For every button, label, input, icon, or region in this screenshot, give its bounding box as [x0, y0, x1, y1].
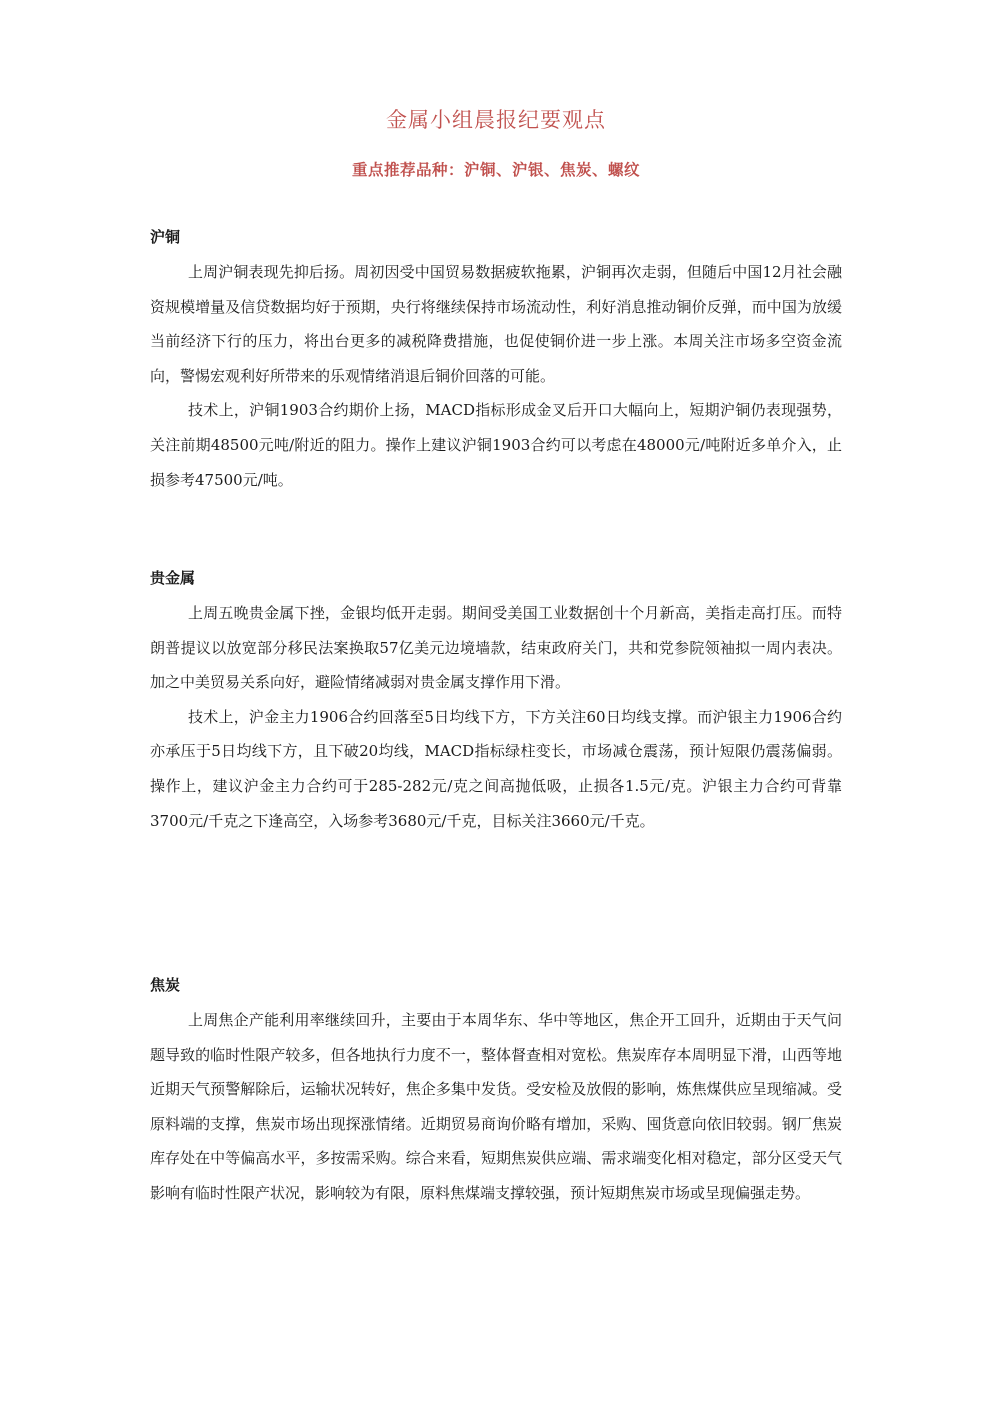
coke-paragraph-fundamentals: 上周焦企产能利用率继续回升，主要由于本周华东、华中等地区，焦企开工回升，近期由于天气问题导致的临时性限产较多，但各地执行力度不一，整体督查相对宽松。焦炭库存本周明显下滑，山西等地近期天气预警解除后，运输状况转好，焦企多集中发货。受安检及放假的影响，炼焦煤供应呈现缩减。受原料端的支撑，焦炭市场出现探涨情绪。近期贸易商询价略有增加，采购、囤货意向依旧较弱。钢厂焦炭库存处在中等偏高水平，多按需采购。综合来看，短期焦炭供应端、需求端变化相对稳定，部分区受天气影响有临时性限产状况，影响较为有限，原料焦煤端支撑较强，预计短期焦炭市场或呈现偏强走势。: [150, 1011, 842, 1202]
precious-paragraph-technical: 技术上，沪金主力1906合约回落至5日均线下方，下方关注60日均线支撑。而沪银主力1906合约亦承压于5日均线下方，且下破20均线，MACD指标绿柱变长，市场减仓震荡，预计短限仍震荡偏弱。操作上，建议沪金主力合约可于285-282元/克之间高抛低吸，止损各1.5元/克。沪银主力合约可背靠3700元/千克之下逢高空，入场参考3680元/千克，目标关注3660元/千克。: [150, 707, 842, 830]
section-heading-precious-metals: 贵金属: [150, 569, 196, 587]
page-title: 金属小组晨报纪要观点: [386, 108, 606, 132]
copper-paragraph-fundamentals: 上周沪铜表现先抑后扬。周初因受中国贸易数据疲软拖累，沪铜再次走弱，但随后中国12月社会融资规模增量及信贷数据均好于预期，央行将继续保持市场流动性，利好消息推动铜价反弹，而中国为放缓当前经济下行的压力，将出台更多的减税降费措施，也促使铜价进一步上涨。本周关注市场多空资金流向，警惕宏观利好所带来的乐观情绪消退后铜价回落的可能。: [150, 263, 842, 385]
page-subtitle: 重点推荐品种：沪铜、沪银、焦炭、螺纹: [351, 161, 640, 179]
section-heading-coke: 焦炭: [150, 976, 181, 994]
section-copper: [150, 225, 842, 497]
section-precious-metals: [150, 566, 842, 838]
copper-paragraph-technical: 技术上，沪铜1903合约期价上扬，MACD指标形成金叉后开口大幅向上，短期沪铜仍表现强势，关注前期48500元吨/附近的阻力。操作上建议沪铜1903合约可以考虑在48000元/吨附近多单介入，止损参考47500元/吨。: [150, 401, 842, 489]
section-heading-copper: 沪铜: [150, 228, 181, 246]
precious-paragraph-fundamentals: 上周五晚贵金属下挫，金银均低开走弱。期间受美国工业数据创十个月新高，美指走高打压。而特朗普提议以放宽部分移民法案换取57亿美元边境墙款，结束政府关门，共和党参院领袖拟一周内表决。加之中美贸易关系向好，避险情绪减弱对贵金属支撑作用下滑。: [150, 604, 842, 692]
section-coke: [150, 973, 842, 1211]
